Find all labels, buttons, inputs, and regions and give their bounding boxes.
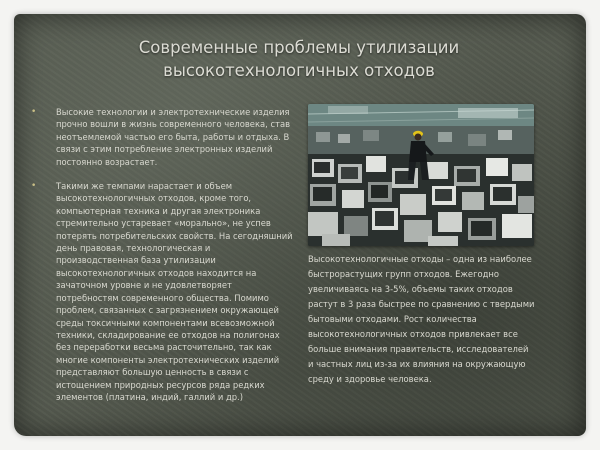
slide <box>14 14 586 436</box>
bullet-text: Такими же темпами нарастает и объем высокотехнологичных отходов, кроме того, компьютерная техника и другая электроника стремительно устаревает «морально», не успев потерять потребительских свойств. На сегодняшний день правовая, технологическая и производственная база утилизации высокотехнологичных отходов находится на зачаточном уровне и не удовлетворяет потребностям современного общества. Помимо проблем, связанных с загрязнением окружающей среды токсичными компонентами всевозможной техники, складирование ее отходов на полигонах без переработки весьма расточительно, так как многие компоненты электротехнических изделий представляют большую ценность в связи с истощением природных ресурсов ряда редких элементов (платина, индий, галлий и др.) <box>56 181 293 402</box>
bullet-list <box>28 106 294 415</box>
e-waste-photo <box>308 104 534 246</box>
bullet-marker: • <box>31 107 37 117</box>
bullet-text: Высокие технологии и электротехнические изделия прочно вошли в жизнь современного человека, став неотъемлемой частью его быта, работы и отдыха. В связи с этим потребление электронных изделий постоянно возрастает. <box>56 107 291 167</box>
bullet-item <box>28 180 294 403</box>
bullet-marker: • <box>31 181 37 192</box>
photo-caption: Высокотехнологичные отходы – одна из наиболее быстрорастущих групп отходов. Ежегодно увеличиваясь на 3-5%, объемы таких отходов растут в 3 раза быстрее по сравнению с твердыми бытовыми отходами. Рост количества высокотехнологичных отходов привлекает все больше внимания правительств, исследователей и частных лиц из-за их влияния на окружающую среду и здоровье человека. <box>308 254 535 384</box>
slide-title: Современные проблемы утилизации высокотехнологичных отходов <box>138 38 460 80</box>
bullet-item <box>28 106 294 168</box>
